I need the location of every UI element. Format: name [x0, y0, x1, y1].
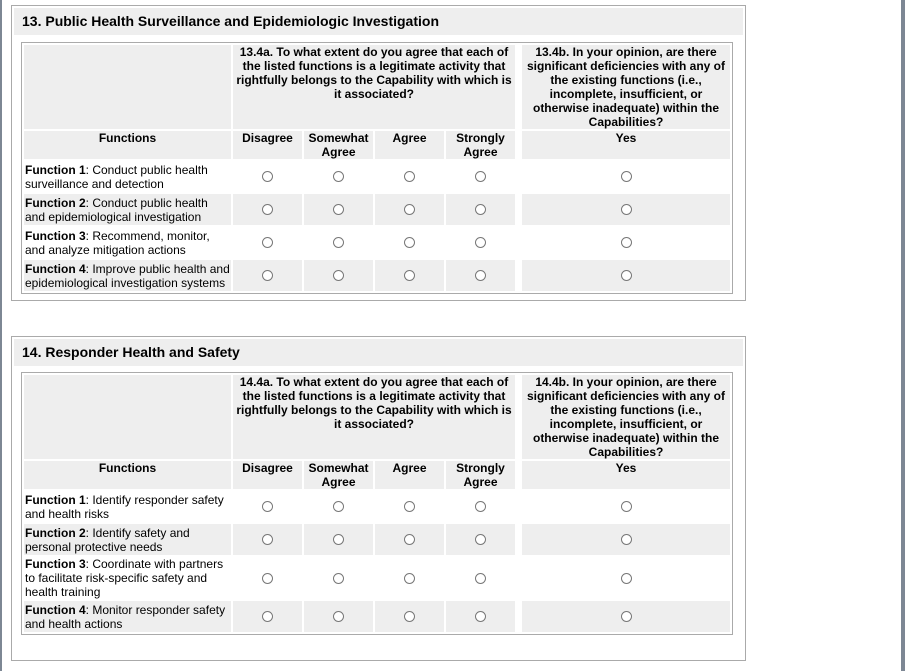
rating-cell — [375, 227, 444, 258]
radio-yes[interactable] — [621, 270, 632, 281]
header-row-questions — [24, 375, 730, 459]
rating-cell — [375, 601, 444, 632]
rating-cell — [446, 260, 515, 291]
radio-somewhat-agree[interactable] — [333, 171, 344, 182]
deficiency-cell — [522, 227, 730, 258]
rating-cell — [375, 161, 444, 192]
question-a-text: 13.4a. To what extent do you agree that each of the listed functions is a legitimate activity that rightfully belongs to the Capability with which is it associated? — [233, 45, 515, 129]
function-row — [24, 227, 730, 258]
radio-somewhat-agree[interactable] — [333, 204, 344, 215]
section-title: 14. Responder Health and Safety — [14, 339, 743, 366]
functions-header: Functions — [24, 131, 231, 159]
function-row — [24, 260, 730, 291]
yes-header: Yes — [522, 461, 730, 489]
scale-header: Strongly Agree — [446, 131, 515, 159]
rating-cell — [375, 491, 444, 522]
vertical-scrollbar[interactable] — [901, 0, 905, 671]
rating-cell — [233, 227, 302, 258]
column-spacer — [517, 491, 520, 522]
deficiency-cell — [522, 491, 730, 522]
functions-header-spacer — [24, 375, 231, 459]
function-row — [24, 491, 730, 522]
radio-agree[interactable] — [404, 237, 415, 248]
radio-strongly-agree[interactable] — [475, 270, 486, 281]
radio-strongly-agree[interactable] — [475, 611, 486, 622]
deficiency-cell — [522, 524, 730, 555]
function-row — [24, 524, 730, 555]
scale-header: Somewhat Agree — [304, 461, 373, 489]
functions-header: Functions — [24, 461, 231, 489]
column-spacer — [517, 194, 520, 225]
radio-yes[interactable] — [621, 204, 632, 215]
rating-cell — [446, 491, 515, 522]
radio-disagree[interactable] — [262, 171, 273, 182]
rating-cell — [304, 161, 373, 192]
rating-cell — [233, 491, 302, 522]
function-label — [24, 557, 231, 599]
question-b-text: 13.4b. In your opinion, are there significant deficiencies with any of the existing functions (i.e., incomplete, insufficient, or otherwise inadequate) within the Capabilities? — [522, 45, 730, 129]
radio-yes[interactable] — [621, 573, 632, 584]
rating-cell — [446, 524, 515, 555]
scale-header: Agree — [375, 131, 444, 159]
question-matrix — [21, 372, 733, 635]
radio-agree[interactable] — [404, 171, 415, 182]
rating-cell — [304, 557, 373, 599]
radio-agree[interactable] — [404, 501, 415, 512]
deficiency-cell — [522, 161, 730, 192]
function-label — [24, 227, 231, 258]
radio-strongly-agree[interactable] — [475, 204, 486, 215]
radio-agree[interactable] — [404, 270, 415, 281]
function-number: Function 1 — [25, 162, 86, 177]
radio-somewhat-agree[interactable] — [333, 573, 344, 584]
radio-yes[interactable] — [621, 534, 632, 545]
function-description: : Monitor responder safety and health actions — [25, 602, 226, 631]
rating-cell — [233, 524, 302, 555]
rating-cell — [375, 260, 444, 291]
deficiency-cell — [522, 194, 730, 225]
function-description: : Identify safety and personal protective needs — [25, 525, 190, 554]
question-b-text: 14.4b. In your opinion, are there significant deficiencies with any of the existing functions (i.e., incomplete, insufficient, or otherwise inadequate) within the Capabilities? — [522, 375, 730, 459]
header-row-options — [24, 131, 730, 159]
rating-cell — [375, 557, 444, 599]
function-description: : Recommend, monitor, and analyze mitigation actions — [25, 228, 210, 257]
rating-cell — [446, 601, 515, 632]
function-row — [24, 557, 730, 599]
rating-cell — [233, 161, 302, 192]
radio-strongly-agree[interactable] — [475, 534, 486, 545]
function-number: Function 4 — [25, 602, 86, 617]
radio-agree[interactable] — [404, 611, 415, 622]
rating-cell — [304, 491, 373, 522]
rating-cell — [304, 601, 373, 632]
yes-header: Yes — [522, 131, 730, 159]
rating-cell — [233, 260, 302, 291]
scale-header: Agree — [375, 461, 444, 489]
rating-cell — [233, 601, 302, 632]
function-description: : Conduct public health and epidemiological investigation — [25, 195, 208, 224]
radio-disagree[interactable] — [262, 270, 273, 281]
rating-cell — [446, 194, 515, 225]
rating-cell — [446, 227, 515, 258]
question-a-text: 14.4a. To what extent do you agree that each of the listed functions is a legitimate activity that rightfully belongs to the Capability with which is it associated? — [233, 375, 515, 459]
radio-disagree[interactable] — [262, 611, 273, 622]
radio-strongly-agree[interactable] — [475, 573, 486, 584]
function-label — [24, 601, 231, 632]
header-row-options — [24, 461, 730, 489]
column-spacer — [517, 461, 520, 489]
radio-yes[interactable] — [621, 237, 632, 248]
radio-somewhat-agree[interactable] — [333, 270, 344, 281]
function-number: Function 2 — [25, 525, 86, 540]
section-13-panel — [11, 5, 746, 301]
radio-strongly-agree[interactable] — [475, 237, 486, 248]
column-spacer — [517, 131, 520, 159]
function-label — [24, 491, 231, 522]
column-spacer — [517, 557, 520, 599]
function-label — [24, 194, 231, 225]
function-number: Function 2 — [25, 195, 86, 210]
function-description: : Conduct public health surveillance and detection — [25, 162, 208, 191]
radio-agree[interactable] — [404, 534, 415, 545]
radio-somewhat-agree[interactable] — [333, 611, 344, 622]
function-description: : Identify responder safety and health risks — [25, 492, 224, 521]
radio-disagree[interactable] — [262, 501, 273, 512]
rating-cell — [304, 260, 373, 291]
rating-cell — [375, 524, 444, 555]
window-left-border — [0, 0, 2, 671]
radio-disagree[interactable] — [262, 573, 273, 584]
function-label — [24, 161, 231, 192]
scale-header: Somewhat Agree — [304, 131, 373, 159]
radio-strongly-agree[interactable] — [475, 171, 486, 182]
radio-agree[interactable] — [404, 204, 415, 215]
rating-cell — [233, 557, 302, 599]
function-description: : Coordinate with partners to facilitate risk-specific safety and health training — [25, 557, 224, 599]
column-spacer — [517, 524, 520, 555]
radio-somewhat-agree[interactable] — [333, 237, 344, 248]
deficiency-cell — [522, 260, 730, 291]
header-row-questions — [24, 45, 730, 129]
rating-cell — [446, 161, 515, 192]
rating-cell — [375, 194, 444, 225]
section-14-panel — [11, 336, 746, 661]
radio-strongly-agree[interactable] — [475, 501, 486, 512]
function-row — [24, 194, 730, 225]
function-number: Function 1 — [25, 492, 86, 507]
column-spacer — [517, 375, 520, 459]
radio-disagree[interactable] — [262, 204, 273, 215]
rating-cell — [233, 194, 302, 225]
radio-yes[interactable] — [621, 611, 632, 622]
column-spacer — [517, 260, 520, 291]
radio-agree[interactable] — [404, 573, 415, 584]
column-spacer — [517, 45, 520, 129]
section-title: 13. Public Health Surveillance and Epidemiologic Investigation — [14, 8, 743, 35]
column-spacer — [517, 227, 520, 258]
radio-disagree[interactable] — [262, 534, 273, 545]
radio-yes[interactable] — [621, 501, 632, 512]
question-matrix — [21, 42, 733, 294]
function-label — [24, 524, 231, 555]
radio-disagree[interactable] — [262, 237, 273, 248]
scale-header: Strongly Agree — [446, 461, 515, 489]
rating-cell — [446, 557, 515, 599]
scale-header: Disagree — [233, 131, 302, 159]
function-row — [24, 161, 730, 192]
rating-cell — [304, 227, 373, 258]
radio-yes[interactable] — [621, 171, 632, 182]
function-row — [24, 601, 730, 632]
function-label — [24, 260, 231, 291]
radio-somewhat-agree[interactable] — [333, 501, 344, 512]
function-number: Function 3 — [25, 557, 86, 571]
deficiency-cell — [522, 601, 730, 632]
function-number: Function 4 — [25, 261, 86, 276]
function-description: : Improve public health and epidemiological investigation systems — [25, 261, 230, 290]
scale-header: Disagree — [233, 461, 302, 489]
rating-cell — [304, 194, 373, 225]
function-number: Function 3 — [25, 228, 86, 243]
column-spacer — [517, 161, 520, 192]
deficiency-cell — [522, 557, 730, 599]
functions-header-spacer — [24, 45, 231, 129]
column-spacer — [517, 601, 520, 632]
rating-cell — [304, 524, 373, 555]
radio-somewhat-agree[interactable] — [333, 534, 344, 545]
